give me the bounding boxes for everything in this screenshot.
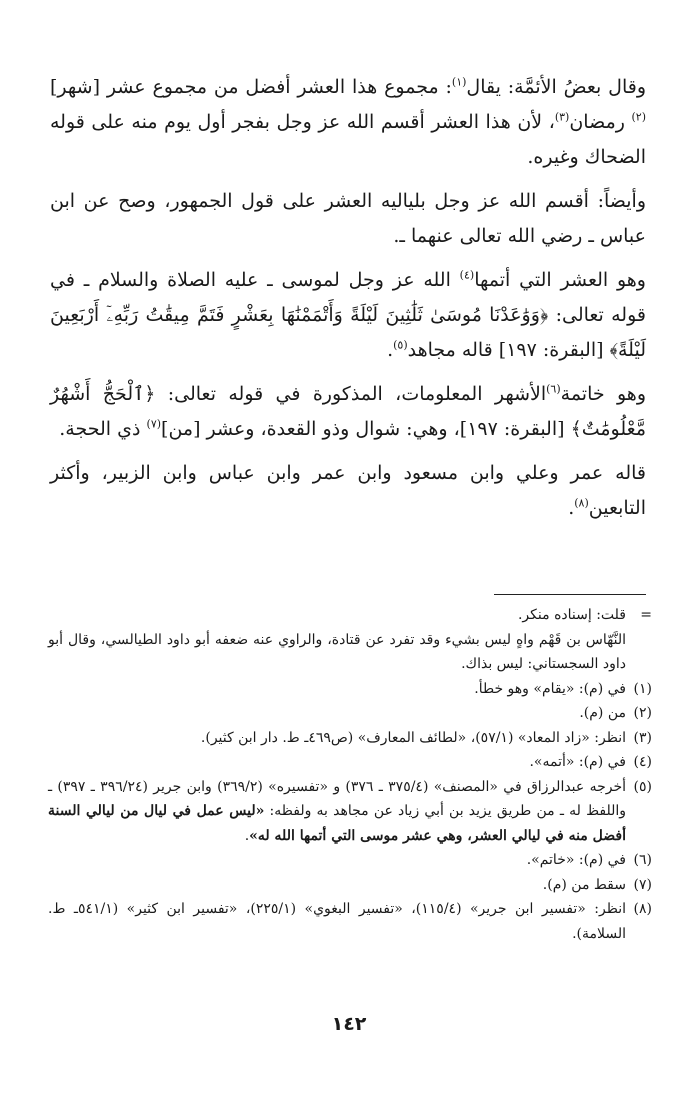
footnote-number: (٦) <box>633 852 652 868</box>
text-run: قاله عمر وعلي وابن مسعود وابن عمر وابن عباس وابن الزبير، وأكثر التابعين <box>50 462 646 519</box>
footnote-ref: (٧) <box>146 417 162 431</box>
text-run: النَّهّاس بن قَهْم واهٍ ليس بشيء وقد تفرد عن قتادة، والراوي عنه ضعفه أبو داود الطيالسي، وقال أبو داود السجستاني: ليس بذاك. <box>48 631 626 672</box>
text-run: . <box>568 497 575 519</box>
footnote-ref: (٨) <box>574 496 589 510</box>
footnote-number: (٥) <box>633 778 652 795</box>
quoted-text: «ليس عمل في ليال من ليالي السنة أفضل منه في ليالي العشر، وهي عشر موسى التي أتمها الله له» <box>48 803 626 844</box>
footnote <box>48 726 652 751</box>
page-number: ١٤٢ <box>331 1013 367 1035</box>
footnote-ref: (٣) <box>554 110 570 124</box>
footnote-ref: (٦) <box>546 382 561 396</box>
footnote-ref: (١) <box>451 75 467 89</box>
footnote-number: (٤) <box>633 754 652 770</box>
text-run: : مجموع هذا العشر أفضل من مجموع عشر [شهر] <box>50 76 452 98</box>
footnote-text <box>48 873 626 898</box>
text-run: الله عز وجل لموسى ـ عليه الصلاة والسلام ـ في قوله تعالى: <box>50 269 646 326</box>
footnote-text <box>48 701 626 726</box>
paragraph <box>50 263 646 368</box>
footnote-text <box>48 677 626 702</box>
footnote-text <box>48 726 626 751</box>
paragraph <box>50 70 646 175</box>
text-run: سقط من (م). <box>542 876 626 893</box>
footnote-number: (٢) <box>633 705 652 721</box>
quran-verse: ﴿ٱلْحَجُّ أَشْهُرٌ مَّعْلُومَٰتٌ﴾ <box>50 383 646 440</box>
footnote-divider <box>494 594 646 595</box>
main-text <box>50 70 646 526</box>
text-run: قلت: إسناده منكر. <box>517 607 626 623</box>
text-run: وهو خاتمة <box>560 383 646 405</box>
text-run: في (م): «يقام» وهو خطأ. <box>474 680 626 697</box>
footnote <box>48 873 652 898</box>
text-run: ذي الحجة. <box>59 418 147 440</box>
text-run: رمضان <box>569 111 632 133</box>
text-run: الأشهر المعلومات، المذكورة في قوله تعالى: <box>155 383 547 405</box>
footnote <box>48 603 652 628</box>
text-run: من (م). <box>579 705 626 721</box>
text-run: انظر: «زاد المعاد» (٥٧/١)، «لطائف المعارف» (ص٤٦٩ـ ط. دار ابن كثير). <box>200 729 626 746</box>
text-run: [البقرة: ١٩٧]، وهي: شوال وذو القعدة، وعشر [من] <box>161 418 571 440</box>
text-run: وقال بعضُ الأئمَّة: يقال <box>466 76 647 98</box>
text-run: في (م): «أتمه». <box>529 754 626 770</box>
text-run: ، لأن هذا العشر أقسم الله عز وجل بفجر أول يوم منه على قوله الضحاك وغيره. <box>50 111 646 168</box>
footnote <box>48 677 652 702</box>
footnote-number: (٨) <box>633 901 652 917</box>
footnote <box>48 750 652 775</box>
text-run: . <box>244 827 250 844</box>
footnotes <box>48 603 652 946</box>
footnote-text <box>48 750 626 775</box>
footnote-number: (٣) <box>633 729 652 746</box>
text-run: أخرجه عبدالرزاق في «المصنف» (٣٧٥/٤ ـ ٣٧٦) و «تفسيره» (٣٦٩/٢) وابن جرير (٣٩٦/٢٤ ـ ٣٩٧) ـ واللفظ له ـ من طريق يزيد بن أبي زياد عن مجاهد به ولفظه: <box>48 778 626 819</box>
footnote-number: (٧) <box>633 876 652 893</box>
footnote <box>48 628 652 677</box>
text-run: وهو العشر التي أتمها <box>474 269 646 291</box>
footnote <box>48 701 652 726</box>
text-run: انظر: «تفسير ابن جرير» (١١٥/٤)، «تفسير البغوي» (٢٢٥/١)، «تفسير ابن كثير» (٥٤١/١ـ ط. السلامة). <box>48 901 627 942</box>
footnote <box>48 897 652 946</box>
text-run: وأيضاً: أقسم الله عز وجل بلياليه العشر على قول الجمهور، وصح عن ابن عباس ـ رضي الله تعالى عنهما ـ. <box>50 190 646 247</box>
footnote <box>48 775 652 849</box>
quran-verse: ﴿وَوَٰعَدْنَا مُوسَىٰ ثَلَٰثِينَ لَيْلَةً وَأَتْمَمْنَٰهَا بِعَشْرٍ فَتَمَّ مِيقَٰتُ رَبِّهِۦٓ أَرْبَعِينَ لَيْلَةً﴾ <box>50 304 646 361</box>
footnote-ref: (٥) <box>393 338 408 352</box>
paragraph <box>50 456 646 526</box>
footnote <box>48 848 652 873</box>
footnote-text <box>48 603 626 628</box>
paragraph <box>50 377 646 447</box>
footnote-text <box>48 628 626 677</box>
footnote-ref: (٤) <box>459 268 475 282</box>
footnote-text <box>48 897 626 946</box>
text-run: [البقرة: ١٩٧] قاله مجاهد <box>407 339 610 361</box>
footnote-number: (١) <box>633 680 652 697</box>
footnote-text <box>48 775 626 849</box>
paragraph <box>50 184 646 254</box>
footnote-number: = <box>640 607 652 623</box>
text-run: في (م): «خاتم». <box>526 852 626 868</box>
footnote-ref: (٢) <box>631 110 646 124</box>
text-run: . <box>387 339 394 361</box>
footnote-text <box>48 848 626 873</box>
